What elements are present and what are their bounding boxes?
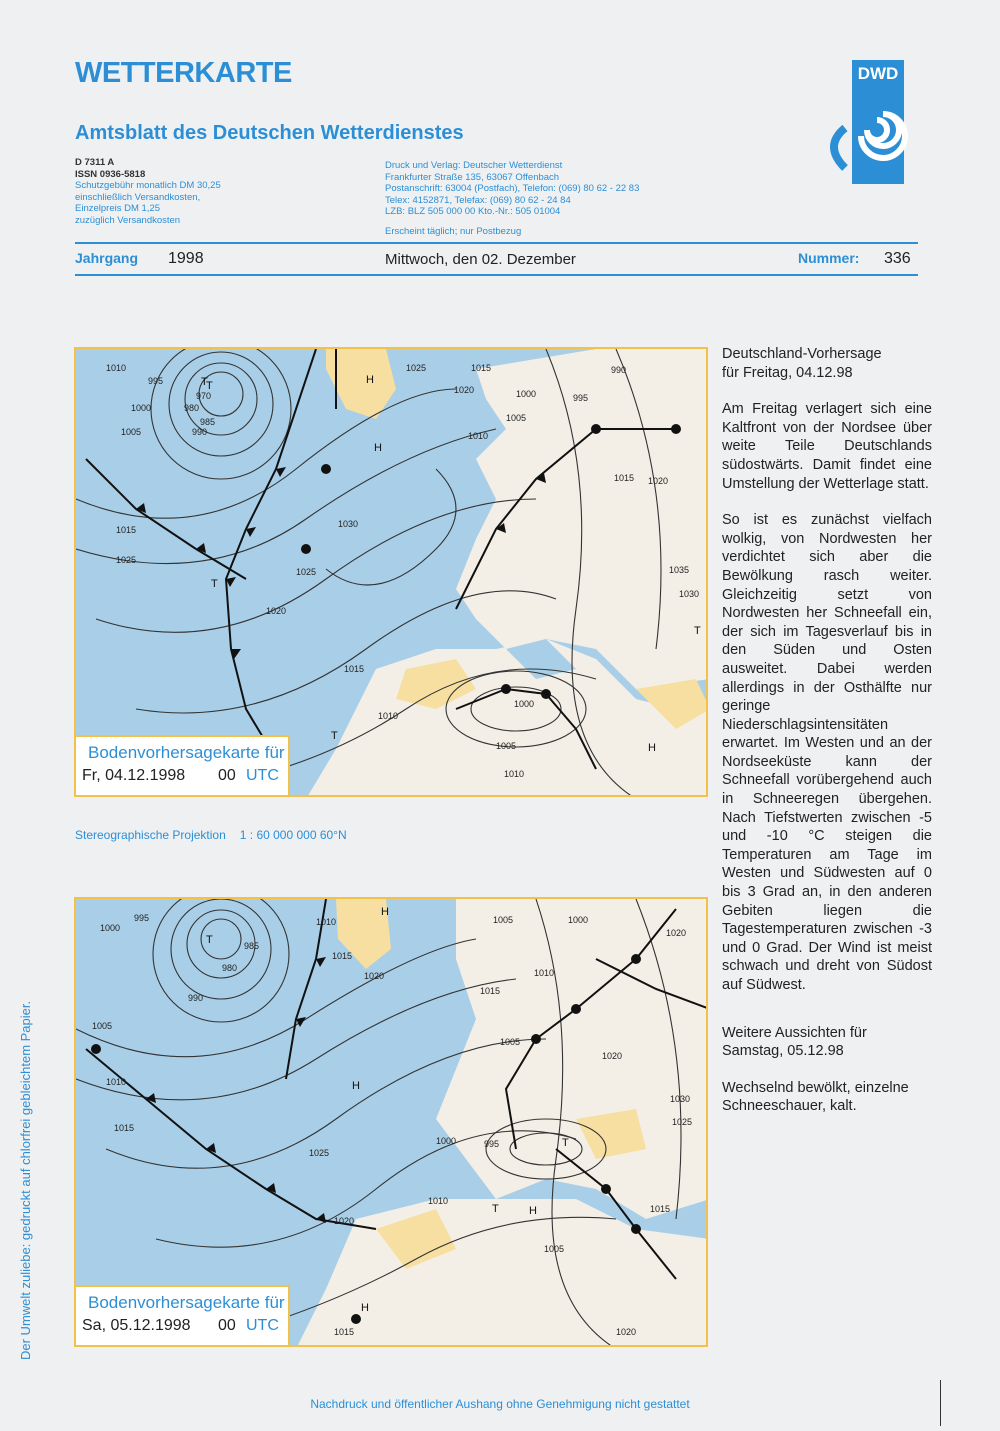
svg-text:T: T (211, 578, 218, 590)
svg-text:1015: 1015 (114, 1123, 135, 1133)
svg-text:985: 985 (200, 417, 216, 427)
svg-text:T: T (562, 1137, 569, 1149)
fee-line: zuzüglich Versandkosten (75, 214, 181, 226)
map-utc: UTC (246, 1317, 279, 1334)
schedule-note: Erscheint täglich; nur Postbezug (385, 225, 522, 237)
page-title: WETTERKARTE (75, 57, 292, 89)
page-subtitle: Amtsblatt des Deutschen Wetterdienstes (75, 122, 464, 144)
svg-text:1020: 1020 (334, 1216, 355, 1226)
map-caption-box (76, 735, 290, 795)
projection-text: Stereographische Projektion (75, 828, 226, 842)
forecast-heading-date: für Freitag, 04.12.98 (722, 364, 853, 381)
svg-text:H: H (374, 442, 382, 454)
swirl-arc-icon (834, 128, 845, 168)
svg-text:1030: 1030 (670, 1094, 691, 1104)
issn: ISSN 0936-5818 (75, 168, 146, 180)
svg-text:1020: 1020 (616, 1327, 637, 1337)
svg-text:H: H (366, 374, 374, 386)
svg-text:1000: 1000 (514, 699, 535, 709)
svg-text:1020: 1020 (648, 476, 669, 486)
svg-text:1000: 1000 (131, 403, 152, 413)
issue-date: Mittwoch, den 02. Dezember (385, 251, 576, 268)
svg-text:1000: 1000 (516, 389, 537, 399)
map-drawing (76, 349, 708, 797)
map-utc: UTC (246, 767, 279, 784)
logo-text: DWD (857, 64, 899, 83)
svg-text:T: T (331, 730, 338, 742)
map-date: Sa, 05.12.1998 (82, 1317, 191, 1334)
svg-text:H: H (648, 742, 656, 754)
projection-note (75, 828, 347, 842)
svg-text:1010: 1010 (378, 711, 399, 721)
svg-text:T: T (694, 625, 701, 637)
svg-text:990: 990 (188, 993, 204, 1003)
svg-text:1025: 1025 (406, 363, 427, 373)
outlook-heading: Weitere Aussichten für (722, 1024, 867, 1041)
svg-text:H: H (381, 906, 389, 918)
projection-scale: 1 : 60 000 000 60°N (239, 828, 347, 842)
svg-text:T: T (492, 1203, 499, 1215)
svg-text:1015: 1015 (480, 986, 501, 996)
svg-text:1010: 1010 (106, 1077, 127, 1087)
fee-line: Einzelpreis DM 1,25 (75, 203, 161, 214)
margin-mark (940, 1380, 941, 1426)
svg-text:1020: 1020 (266, 606, 287, 616)
publication-code: D 7311 A (75, 157, 115, 168)
svg-text:1000: 1000 (436, 1136, 457, 1146)
svg-text:1010: 1010 (468, 431, 489, 441)
svg-text:T: T (206, 934, 213, 946)
header-rule-top (75, 242, 918, 244)
map-drawing (76, 899, 708, 1347)
fee-line: Schutzgebühr monatlich DM 30,25 (75, 180, 221, 191)
nummer-label: Nummer: (798, 250, 860, 266)
svg-text:H: H (361, 1302, 369, 1314)
fee-line: einschließlich Versandkosten, (75, 191, 201, 203)
svg-text:1025: 1025 (672, 1117, 693, 1127)
svg-text:995: 995 (573, 393, 589, 403)
svg-text:T: T (206, 380, 213, 392)
svg-text:H: H (352, 1080, 360, 1092)
svg-text:970: 970 (196, 391, 212, 401)
nummer-value: 336 (884, 250, 911, 267)
svg-text:1025: 1025 (116, 555, 137, 565)
environment-note: Der Umwelt zuliebe: gedruckt auf chlorfrei gebleichtem Papier. (18, 1000, 33, 1360)
svg-text:1015: 1015 (650, 1204, 671, 1214)
svg-text:1020: 1020 (364, 971, 385, 981)
publisher-line: LZB: BLZ 505 000 00 Kto.-Nr.: 505 01004 (385, 206, 561, 217)
forecast-column (722, 345, 932, 1116)
svg-text:990: 990 (192, 427, 208, 437)
map-caption-box (76, 1285, 290, 1345)
svg-text:1020: 1020 (666, 928, 687, 938)
svg-text:1015: 1015 (344, 664, 365, 674)
publisher-info (385, 160, 639, 237)
publisher-line: Druck und Verlag: Deutscher Wetterdienst (385, 160, 563, 171)
map-date: Fr, 04.12.1998 (82, 767, 186, 784)
svg-text:1005: 1005 (493, 915, 514, 925)
svg-text:995: 995 (148, 376, 164, 386)
map-time: 00 (218, 1317, 236, 1334)
svg-text:1015: 1015 (116, 525, 137, 535)
svg-text:1000: 1000 (568, 915, 589, 925)
map-time: 00 (218, 767, 236, 784)
publisher-line: Postanschrift: 63004 (Postfach), Telefon: (069) 80 62 - 22 83 (385, 183, 640, 194)
svg-text:1005: 1005 (496, 741, 517, 751)
svg-text:985: 985 (244, 941, 260, 951)
jahrgang-value: 1998 (168, 250, 204, 267)
svg-text:980: 980 (184, 403, 200, 413)
forecast-paragraph: Am Freitag verlagert sich eine Kaltfront von der Nordsee über weite Teile Deutschlands südostwärts. Damit findet eine Umstellung der Wetterlage statt. (722, 401, 932, 492)
footer-note: Nachdruck und öffentlicher Aushang ohne Genehmigung nicht gestattet (310, 1397, 690, 1411)
svg-text:980: 980 (222, 963, 238, 973)
svg-text:1030: 1030 (679, 589, 700, 599)
svg-text:1005: 1005 (92, 1021, 113, 1031)
svg-text:1000: 1000 (100, 923, 121, 933)
svg-text:1015: 1015 (334, 1327, 355, 1337)
svg-text:1015: 1015 (332, 951, 353, 961)
publisher-line: Telex: 4152871, Telefax: (069) 80 62 - 24 84 (385, 194, 571, 206)
svg-text:990: 990 (611, 365, 627, 375)
svg-text:1005: 1005 (500, 1037, 521, 1047)
svg-text:1025: 1025 (296, 567, 317, 577)
svg-text:1020: 1020 (454, 385, 475, 395)
svg-text:1015: 1015 (614, 473, 635, 483)
publisher-line: Frankfurter Straße 135, 63067 Offenbach (385, 171, 560, 183)
outlook-heading-date: Samstag, 05.12.98 (722, 1043, 844, 1060)
svg-text:1010: 1010 (428, 1196, 449, 1206)
svg-text:1005: 1005 (506, 413, 527, 423)
svg-text:1010: 1010 (316, 917, 337, 927)
svg-text:995: 995 (484, 1139, 500, 1149)
svg-text:1035: 1035 (669, 565, 690, 575)
svg-text:T: T (201, 376, 208, 388)
svg-text:1010: 1010 (504, 769, 525, 779)
svg-text:H: H (529, 1205, 537, 1217)
svg-text:1020: 1020 (602, 1051, 623, 1061)
land-south (296, 1199, 708, 1347)
header-rule-bottom (75, 274, 918, 276)
svg-text:1005: 1005 (121, 427, 142, 437)
issue-info (75, 157, 221, 226)
weather-map-saturday (74, 897, 708, 1347)
weather-map-friday (74, 347, 708, 797)
svg-text:1015: 1015 (471, 363, 492, 373)
svg-text:1025: 1025 (309, 1148, 330, 1158)
svg-text:1030: 1030 (338, 519, 359, 529)
jahrgang-label: Jahrgang (75, 250, 139, 266)
land-europe (436, 899, 708, 1219)
dwd-logo (815, 60, 915, 190)
svg-text:1010: 1010 (534, 968, 555, 978)
svg-text:1005: 1005 (544, 1244, 565, 1254)
forecast-heading: Deutschland-Vorhersage (722, 346, 882, 362)
map-caption: Bodenvorhersagekarte für (88, 1293, 285, 1312)
svg-text:995: 995 (134, 913, 150, 923)
svg-text:1010: 1010 (106, 363, 127, 373)
map-caption: Bodenvorhersagekarte für (88, 743, 285, 762)
forecast-paragraph: So ist es zunächst vielfach wolkig, von Nordwesten her verdichtet sich aber die Bewölkung rasch weiter. Gleichzeitig setzt von Nordwesten her Schneefall ein, der sich im Tagesverlauf bis in den Süden und Osten ausweitet. Dabei werden allerdings in der Osthälfte nur geringe Niederschlagsintensitäten erwartet. Im Westen und an der Nordseeküste kann der Schneefall vorübergehend auch in Schneeregen übergehen. Nach Tiefstwerten zwischen -5 und -10 °C steigen die Temperaturen am Tage im Westen und Südwesten auf 0 bis 3 Grad an, in den anderen Gebiten liegen die Tagestemperaturen zwischen -3 und 0 Grad. Der Wind ist meist schwach und dreht von Südost auf Südwest. (722, 512, 932, 993)
outlook-text: Wechselnd bewölkt, einzelne Schneeschauer, kalt. (722, 1079, 909, 1115)
